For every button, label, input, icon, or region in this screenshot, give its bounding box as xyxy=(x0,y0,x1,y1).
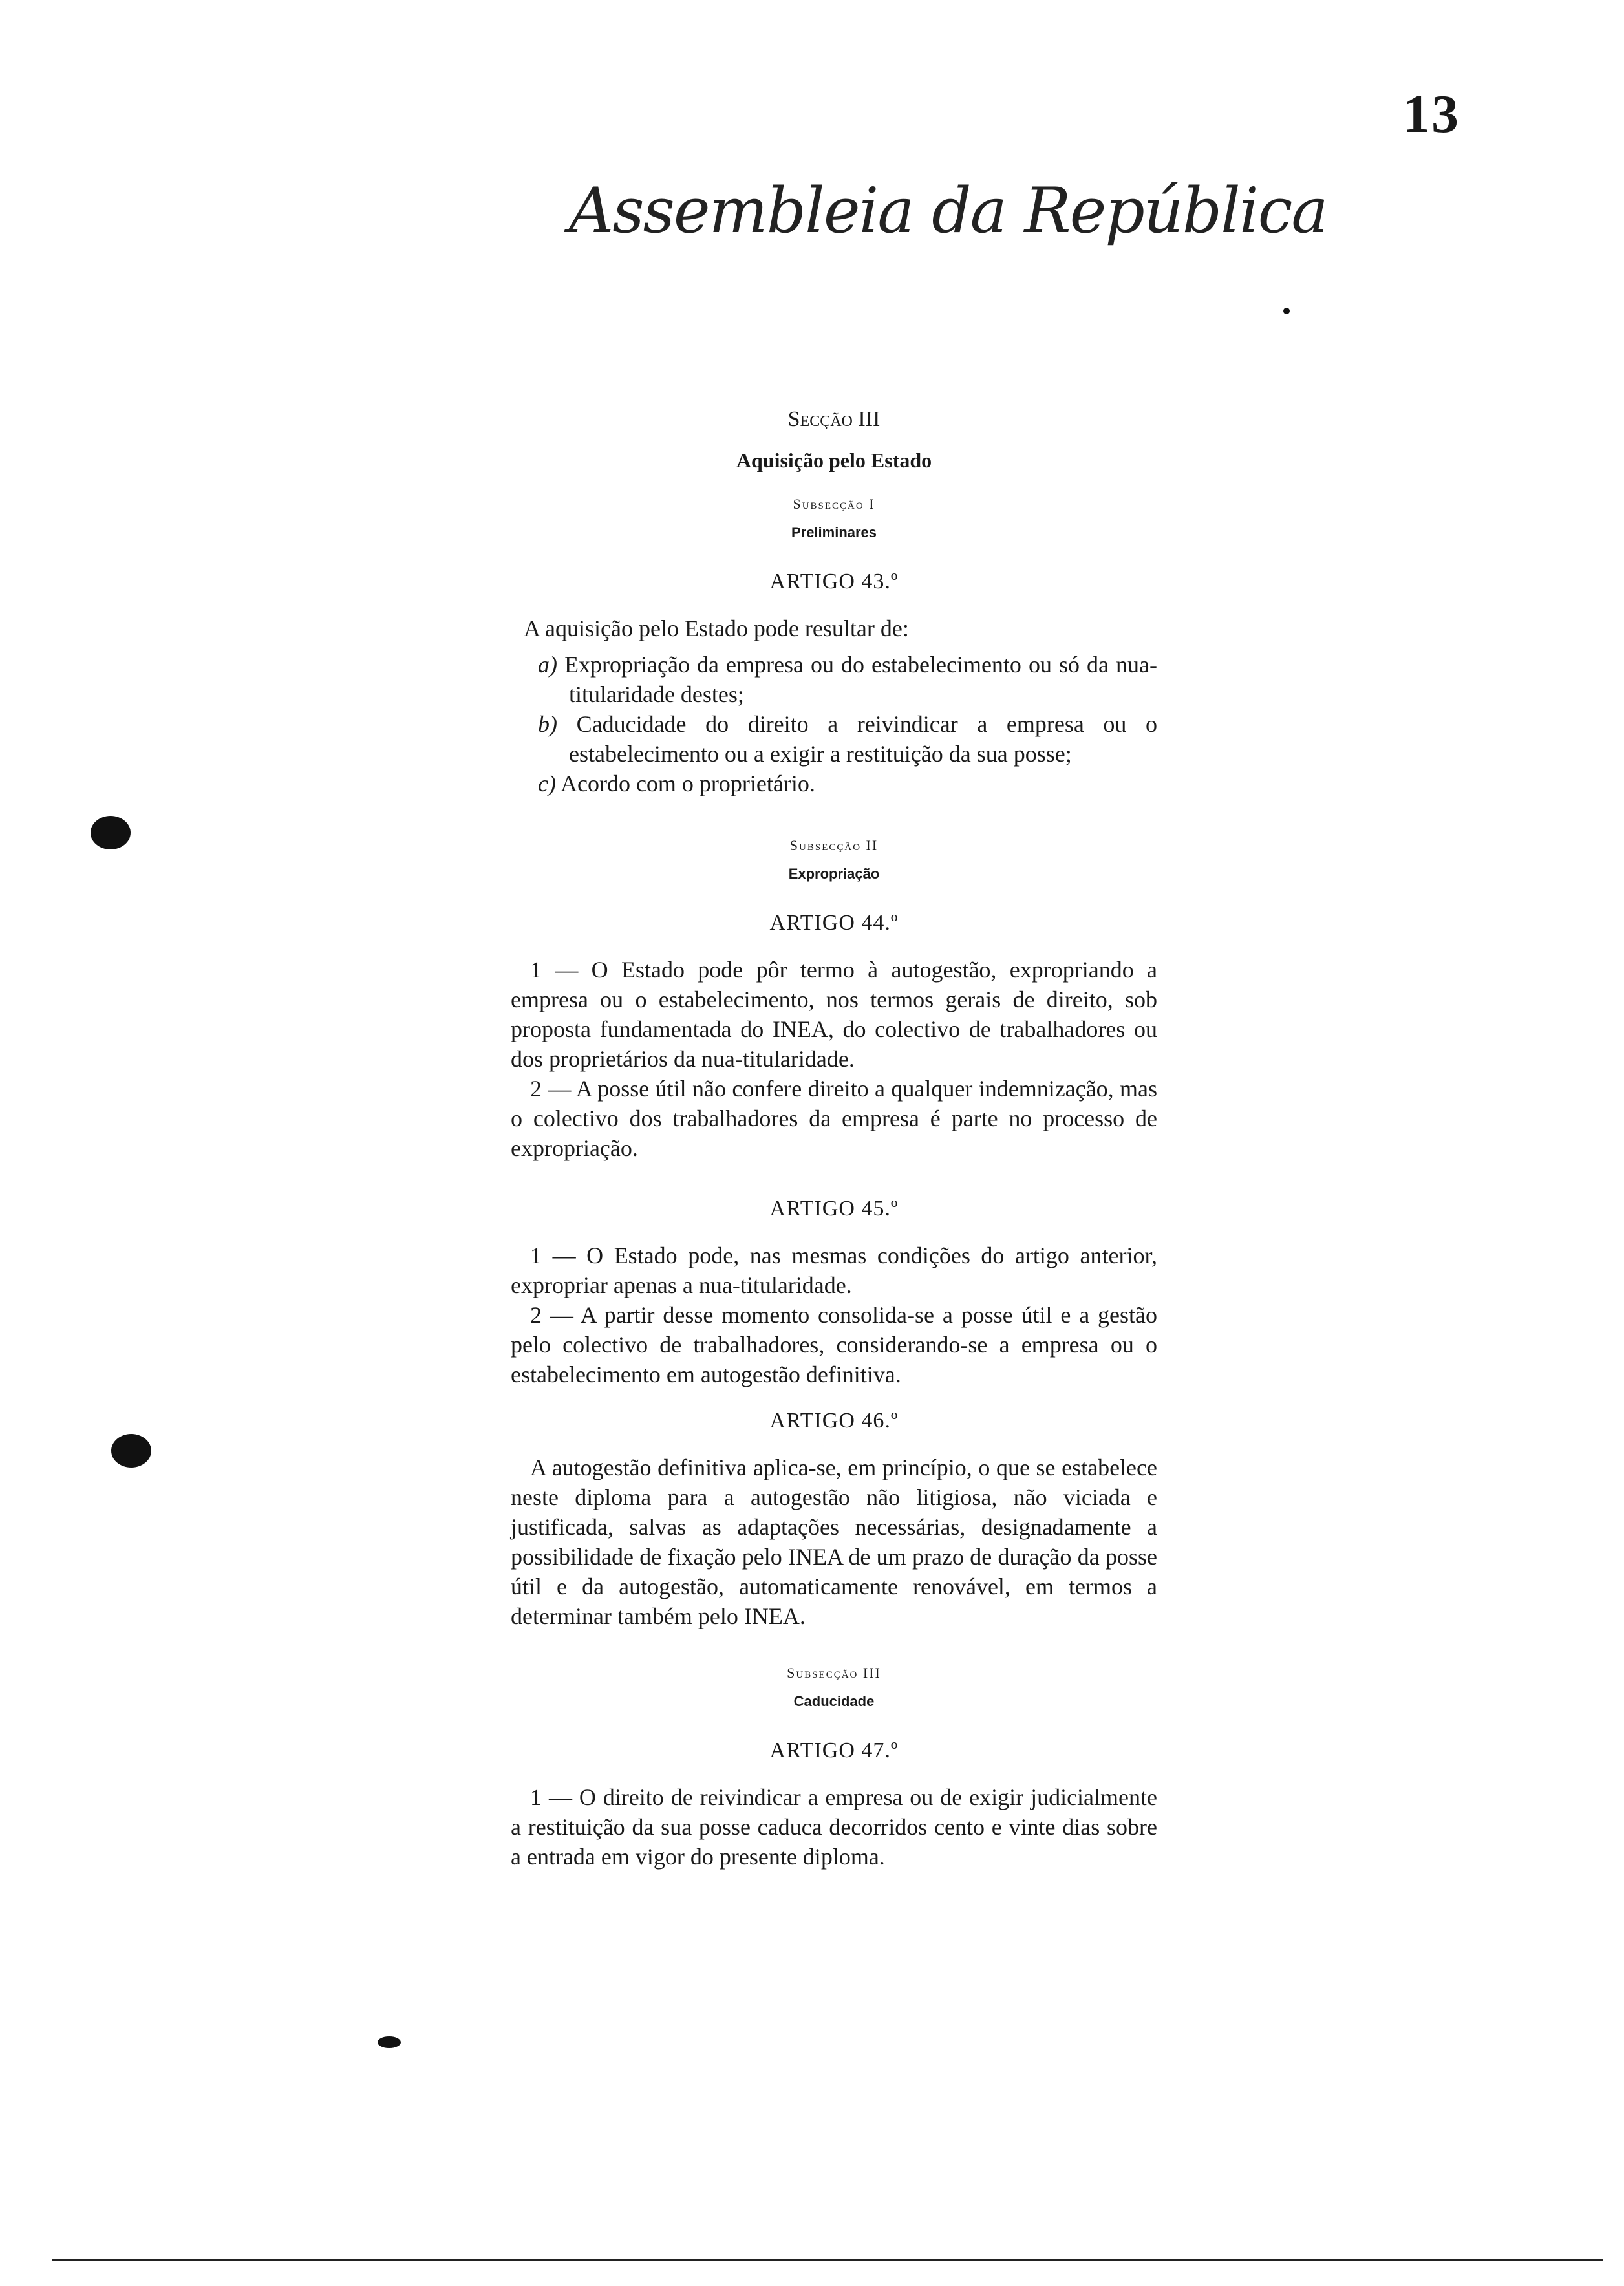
list-item: a) Expropriação da empresa ou do estabelecimento ou só da nua-titularidade destes; xyxy=(538,652,1158,707)
punch-hole-mark xyxy=(91,816,131,849)
ink-spot xyxy=(1283,308,1290,314)
list-item: b) Caducidade do direito a reivindicar a empresa ou o estabelecimento ou a exigir a restituição da sua posse; xyxy=(538,711,1157,767)
article-heading: ARTIGO 46.º xyxy=(769,1409,899,1433)
subsection-title: Subsecção III xyxy=(787,1665,881,1681)
subsection-subtitle: Preliminares xyxy=(791,524,877,540)
article-item-list xyxy=(511,650,1157,798)
subsection-title: Subsecção II xyxy=(789,837,879,853)
article-paragraph: A autogestão definitiva aplica-se, em princípio, o que se estabelece neste diploma para a autogestão não litigiosa, não viciada e justificada, salvas as adaptações necessárias, designadamente a possibilidade de fixação pelo INEA de um prazo de duração da posse útil e da autogestão, automaticamente renovável, em termos a determinar também pelo INEA. xyxy=(511,1455,1157,1629)
page-number: 13 xyxy=(1403,84,1460,144)
article-paragraph: 2 — A posse útil não confere direito a qualquer indemnização, mas o colectivo dos trabalhadores da empresa é parte no processo de expropriação. xyxy=(511,1076,1157,1161)
list-item: c) Acordo com o proprietário. xyxy=(538,771,815,796)
punch-hole-mark xyxy=(111,1434,151,1468)
article-paragraph: 2 — A partir desse momento consolida-se a posse útil e a gestão pelo colectivo de trabalhadores, considerando-se a empresa ou o estabelecimento em autogestão definitiva. xyxy=(511,1302,1157,1387)
article-heading: ARTIGO 43.º xyxy=(769,570,899,593)
subsection-subtitle: Expropriação xyxy=(788,866,880,882)
article-paragraph: 1 — O Estado pode pôr termo à autogestão, expropriando a empresa ou o estabelecimento, nos termos gerais de direito, sob proposta fundamentada do INEA, do colectivo de trabalhadores ou dos proprietários da nua-titularidade. xyxy=(511,957,1157,1072)
ink-spot xyxy=(378,2036,401,2048)
subsection-title: Subsecção I xyxy=(793,496,875,512)
document-body xyxy=(511,407,1157,1872)
section-title: Secção III xyxy=(787,407,881,431)
article-paragraph: 1 — O direito de reivindicar a empresa ou de exigir judicialmente a restituição da sua posse caduca decorridos cento e vinte dias sobre a entrada em vigor do presente diploma. xyxy=(511,1784,1157,1870)
article-paragraph: 1 — O Estado pode, nas mesmas condições do artigo anterior, expropriar apenas a nua-titularidade. xyxy=(511,1243,1157,1298)
section-subtitle: Aquisição pelo Estado xyxy=(736,449,932,472)
article-paragraph: A aquisição pelo Estado pode resultar de: xyxy=(524,615,909,641)
article-heading: ARTIGO 47.º xyxy=(769,1738,899,1762)
bottom-rule xyxy=(52,2259,1603,2261)
subsection-subtitle: Caducidade xyxy=(793,1693,875,1709)
letterhead-logo: Assembleia da República xyxy=(569,175,1327,247)
article-heading: ARTIGO 45.º xyxy=(769,1197,899,1221)
article-heading: ARTIGO 44.º xyxy=(769,911,899,935)
